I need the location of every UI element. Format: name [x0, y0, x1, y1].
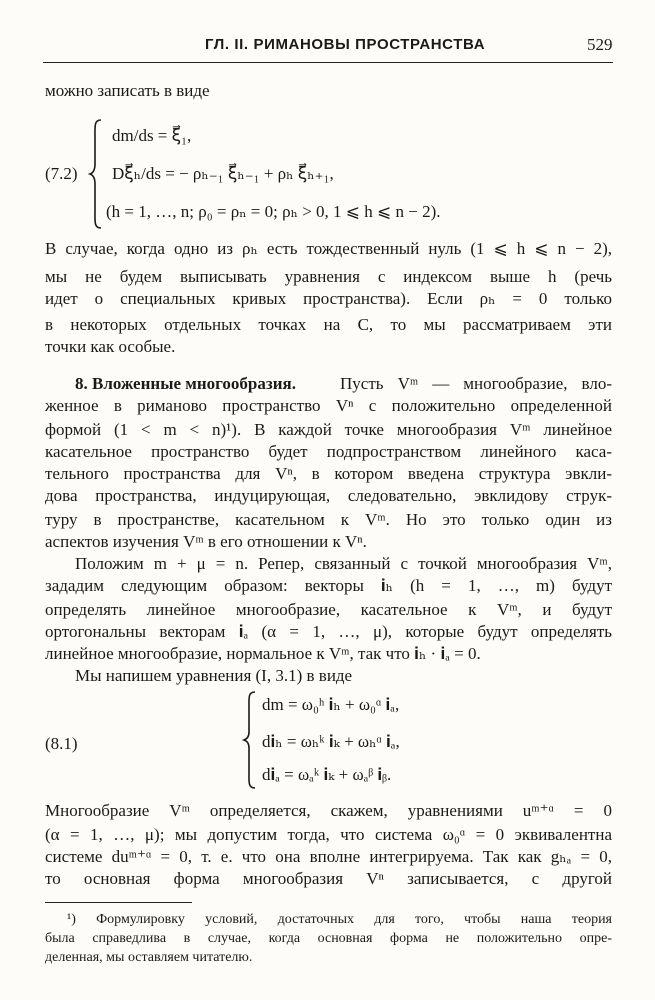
text-line: в некоторых отдельных точках на C, то мы рассматриваем эти [45, 315, 612, 334]
text-line: тельного пространства для Vⁿ, в котором введена структура эвкли- [45, 464, 612, 483]
text-line: туру в пространстве, касательном к Vᵐ. Но это только один из [45, 510, 612, 529]
text-line: определять линейное многообразие, касательное к Vᵐ, и будут [45, 600, 612, 619]
text-line: дова пространства, индуцирующая, следовательно, эвклидову струк- [45, 486, 612, 505]
text-line: Положим m + μ = n. Репер, связанный с точкой многообразия Vᵐ, [75, 554, 612, 573]
equation-line-3: (h = 1, …, n; ρ₀ = ρₙ = 0; ρₕ > 0, 1 ⩽ h ⩽ n − 2). [106, 202, 441, 221]
equation-label: (8.1) [45, 734, 78, 753]
text-line: Многообразие Vᵐ определяется, скажем, уравнениями uᵐ⁺ᵅ = 0 [45, 801, 612, 820]
equation-line-1: dm = ω₀ʰ 𝐢ₕ + ω₀ᵅ 𝐢ₐ, [262, 695, 400, 714]
text-line: (α = 1, …, μ); мы допустим тогда, что система ω₀ᵅ = 0 эквивалентна [45, 825, 612, 844]
page-number: 529 [587, 35, 613, 54]
footnote-rule [45, 902, 192, 903]
header-rule [43, 62, 613, 63]
section-heading: 8. Вложенные многообразия. [75, 374, 296, 393]
text-line: женное в риманово пространство Vⁿ с положительно определенной [45, 396, 612, 415]
equation-line-2: d𝐢ₕ = ωₕᵏ 𝐢ₖ + ωₕᵅ 𝐢ₐ, [262, 732, 400, 751]
equation-line-3: d𝐢ₐ = ωₐᵏ 𝐢ₖ + ωₐᵝ 𝐢ᵦ. [262, 765, 392, 784]
equation-line-1: dm/ds = ξ⃗₁, [112, 126, 192, 145]
equation-label: (7.2) [45, 164, 78, 183]
text-line: В случае, когда одно из ρₕ есть тождественный нуль (1 ⩽ h ⩽ n − 2), [45, 239, 612, 258]
text-line: Пусть Vᵐ — многообразие, вло- [340, 374, 612, 393]
footnote-line: деленная, мы оставляем читателю. [45, 950, 253, 965]
intro-line: можно записать в виде [45, 81, 210, 100]
left-brace-icon [88, 118, 104, 230]
left-brace-icon [242, 690, 258, 790]
equation-line-2: Dξ⃗ₕ/ds = − ρₕ₋₁ ξ⃗ₕ₋₁ + ρₕ ξ⃗ₕ₊₁, [112, 164, 334, 183]
text-line: системе duᵐ⁺ᵅ = 0, т. е. что она вполне интегрируема. Так как gₕₐ = 0, [45, 847, 612, 866]
text-line: идет о специальных кривых пространства). Если ρₕ = 0 только [45, 289, 612, 308]
text-line: точки как особые. [45, 337, 176, 356]
running-header: ГЛ. II. РИМАНОВЫ ПРОСТРАНСТВА [205, 36, 486, 53]
text-line: мы не будем выписывать уравнения с индексом выше h (речь [45, 267, 612, 286]
text-line: зададим следующим образом: векторы 𝐢ₕ (h = 1, …, m) будут [45, 576, 612, 595]
footnote-line: была справедлива в случае, когда основная форма не положительно опре- [45, 931, 612, 946]
text-line: то основная форма многообразия Vⁿ записывается, с другой [45, 869, 612, 888]
text-line: касательное пространство будет подпространством линейного каса- [45, 442, 612, 461]
text-line: линейное многообразие, нормальное к Vᵐ, так что 𝐢ₕ · 𝐢ₐ = 0. [45, 644, 481, 663]
text-line: ортогональны векторам 𝐢ₐ (α = 1, …, μ), которые будут определять [45, 622, 612, 641]
text-line: Мы напишем уравнения (I, 3.1) в виде [75, 666, 353, 685]
text-line: формой (1 < m < n)¹). В каждой точке многообразия Vᵐ линейное [45, 420, 612, 439]
footnote-line: ¹) Формулировку условий, достаточных для того, чтобы наша теория [67, 912, 612, 927]
text-line: аспектов изучения Vᵐ в его отношении к Vⁿ. [45, 532, 367, 551]
